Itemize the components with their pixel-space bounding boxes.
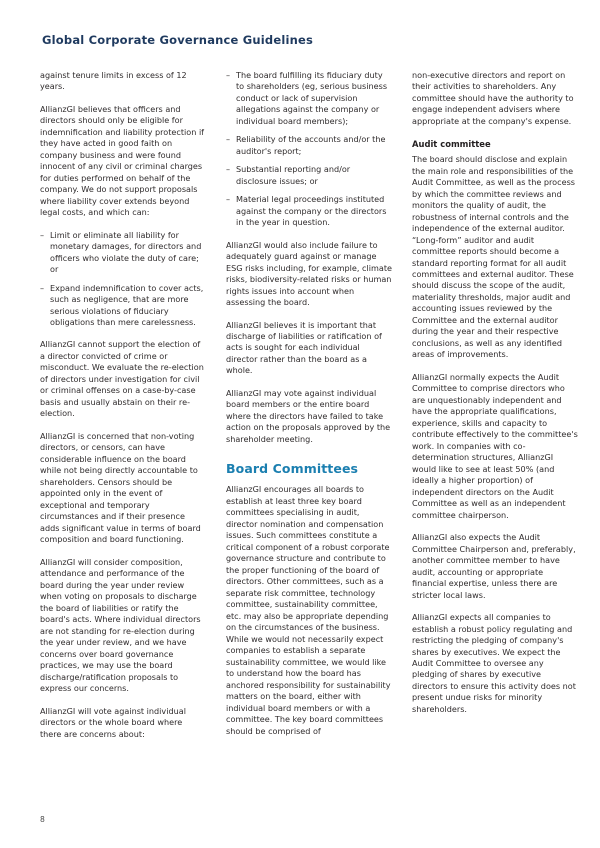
bullet-list: [226, 70, 392, 229]
paragraph: AllianzGI encourages all boards to establish at least three key board committees specialising in audit, director nomination and compensation issues. Such committees constitute a critical component of a robust corporate governance structure and contribute to the proper functioning of the board of directors. Other committees, such as a separate risk committee, technology committee, sustainability committee, etc. may also be appropriate depending on the circumstances of the business. While we would not necessarily expect companies to establish a separate sustainability committee, we would like to understand how the board has anchored responsibility for sustainability matters on the board, either with individual board members or with a committee. The key board committees should be comprised of: [226, 484, 391, 736]
column-left: [40, 70, 206, 751]
paragraph: AllianzGI is concerned that non-voting directors, or censors, can have considerable influence on the board while not being directly accountable to shareholders. Censors should be appointed only in the event of exceptional and temporary circumstances and if their presence adds significant value in terms of board composition and board functioning.: [40, 430, 201, 545]
column-right: [412, 70, 578, 727]
paragraph: AllianzGI also expects the Audit Committee Chairperson and, preferably, another committee member to have audit, accounting or appropriate financial expertise, unless there are stricter local laws.: [412, 532, 576, 600]
paragraph: AllianzGI expects all companies to establish a robust policy regulating and restricting the pledging of company's shares by executives. We expect the Audit Committee to oversee any pledging of shares by executive directors to ensure this activity does not present undue risks for minority shareholders.: [412, 612, 576, 714]
paragraph: AllianzGI believes that officers and directors should only be eligible for indemnification and liability protection if they have acted in good faith on company business and were found innocent of any civil or criminal charges for duties performed on behalf of the company. We do not support proposals where liability cover extends beyond legal costs, and which can:: [40, 103, 205, 218]
document-header-title: Global Corporate Governance Guidelines: [42, 33, 314, 47]
paragraph: non-executive directors and report on their activities to shareholders. Any committee should have the authority to engage independent advisers where appropriate at the company's expense.: [412, 69, 574, 126]
paragraph: against tenure limits in excess of 12 years.: [40, 69, 187, 92]
list-item: – Substantial reporting and/or disclosure issues; or: [226, 164, 392, 187]
paragraph: AllianzGI will consider composition, attendance and performance of the board during the year under review when voting on proposals to discharge the board of liabilities or ratify the board's acts. Where individual directors are not standing for re-election during the year under review, and we have concerns over board governance practices, we may use the board discharge/ratification proposals to express our concerns.: [40, 556, 201, 694]
paragraph: AllianzGI would also include failure to adequately guard against or manage ESG risks including, for example, climate risks, biodiversity-related risks or human rights issues into account when assessing the board.: [226, 239, 393, 308]
subheading-audit-committee: Audit committee: [412, 139, 491, 150]
paragraph: AllianzGI will vote against individual directors or the whole board where there are concerns about:: [40, 705, 186, 739]
page-number: 8: [40, 815, 45, 824]
bullet-list: [40, 230, 206, 329]
paragraph: The board should disclose and explain the main role and responsibilities of the Audit Committee, as well as the process by which the committee reviews and monitors the quality of audit, the robustness of internal controls and the independence of the external auditor. “Long-form” auditor and audit committee reports should become a standard reporting format for all audit committees and external auditor. These should discuss the scope of the audit, materiality thresholds, major audit and accounting issues reviewed by the Committee and the external auditor during the year and their respective conclusions, as well as any identified areas of improvements.: [412, 154, 575, 360]
section-heading-board-committees: Board Committees: [226, 461, 359, 477]
column-middle: [226, 70, 392, 748]
list-item: – The board fulfilling its fiduciary duty to shareholders (eg, serious business conduct or lack of supervision allegations against the company or individual board members);: [226, 70, 392, 127]
paragraph: AllianzGI believes it is important that discharge of liabilities or ratification of acts is sought for each individual director rather than the board as a whole.: [226, 319, 382, 376]
paragraph: AllianzGI may vote against individual board members or the entire board where the directors have failed to take action on the proposals approved by the shareholder meeting.: [226, 387, 391, 444]
list-item: – Reliability of the accounts and/or the auditor's report;: [226, 134, 392, 157]
paragraph: AllianzGI normally expects the Audit Committee to comprise directors who are unquestionably independent and have the appropriate qualifications, experience, skills and capacity to contribute effectively to the committee's work. In companies with co-determination structures, AllianzGI would like to see at least 50% (and ideally a higher proportion) of independent directors on the Audit Committee as well as an independent committee chairperson.: [412, 371, 578, 520]
paragraph: AllianzGI cannot support the election of a director convicted of crime or misconduct. We evaluate the re-election of directors under investigation for civil or criminal offenses on a case-by-case basis and usually abstain on their re-election.: [40, 339, 204, 419]
list-item: – Material legal proceedings instituted against the company or the directors in the year in question.: [226, 194, 392, 228]
text-columns: [40, 69, 578, 751]
list-item: – Limit or eliminate all liability for monetary damages, for directors and officers who violate the duty of care; or: [40, 230, 206, 276]
list-item: – Expand indemnification to cover acts, such as negligence, that are more serious violations of fiduciary obligations than mere carelessness.: [40, 283, 206, 329]
